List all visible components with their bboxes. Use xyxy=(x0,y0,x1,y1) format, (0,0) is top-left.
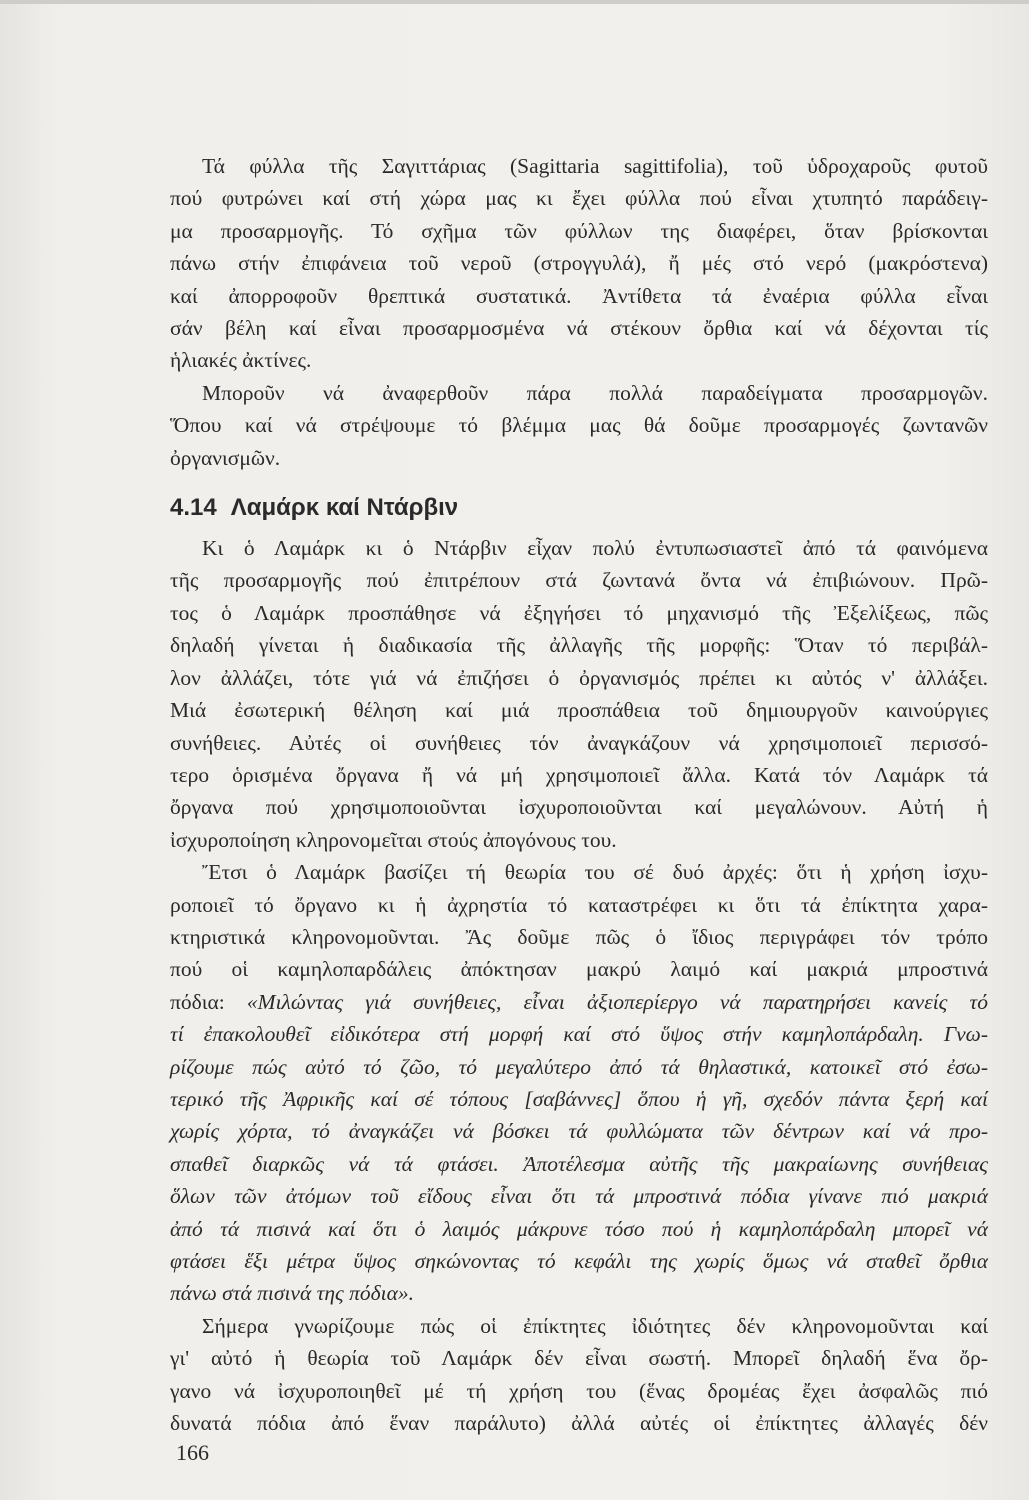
text-line: ροποιεῖ τό ὄργανο κι ἡ ἀχρηστία τό καταστρέφει κι ὅτι τά ἐπίκτητα χαρα- xyxy=(170,892,988,917)
text-line: δυνατά πόδια ἀπό ἕναν παράλυτο) ἀλλά αὐτές οἱ ἐπίκτητες ἀλλαγές δέν xyxy=(170,1411,988,1436)
quote-line: χωρίς χόρτα, τό ἀναγκάζει νά βόσκει τά φυλλώματα τῶν δέντρων καί νά προ- xyxy=(170,1119,988,1144)
text-line: δηλαδή γίνεται ἡ διαδικασία τῆς ἀλλαγῆς τῆς μορφῆς: Ὅταν τό περιβάλ- xyxy=(170,633,988,658)
quote-fragment: «Μιλώντας γιά συνήθειες, εἶναι ἀξιοπερίεργο νά παρατηρήσει κανείς τό xyxy=(246,989,988,1014)
text-line: σάν βέλη καί εἶναι προσαρμοσμένα νά στέκουν ὄρθια καί νά δέχονται τίς xyxy=(170,316,988,341)
text-line: ὀργανισμῶν. xyxy=(170,445,281,470)
section-title: Λαμάρκ καί Ντάρβιν xyxy=(230,494,459,522)
text-line: πού οἱ καμηλοπαρδάλεις ἀπόκτησαν μακρύ λαιμό καί μακριά μπροστινά xyxy=(170,957,988,982)
text-line: τερο ὁρισμένα ὄργανα ἤ νά μή χρησιμοποιεῖ ἄλλα. Κατά τόν Λαμάρκ τά xyxy=(170,762,988,787)
paragraph-lamarck-darwin xyxy=(170,532,988,856)
text-line: τος ὁ Λαμάρκ προσπάθησε νά ἐξηγήσει τό μηχανισμό τῆς Ἐξελίξεως, πῶς xyxy=(170,600,988,625)
text-line: ἡλιακές ἀκτίνες. xyxy=(170,348,312,373)
paragraph-examples xyxy=(170,377,988,474)
section-number: 4.14 xyxy=(170,494,217,522)
page-number: 166 xyxy=(176,1440,209,1465)
text-line: Μιά ἐσωτερική θέληση καί μιά προσπάθεια τοῦ δημιουργοῦν καινούργιες xyxy=(170,698,988,723)
quote-line: φτάσει ἕξι μέτρα ὕψος σηκώνοντας τό κεφάλι της χωρίς ὅμως νά σταθεῖ ὄρθια xyxy=(170,1249,988,1273)
text-line: Ἔτσι ὁ Λαμάρκ βασίζει τή θεωρία του σέ δυό ἀρχές: ὅτι ἡ χρήση ἰσχυ- xyxy=(202,860,988,885)
quote-line: ὅλων τῶν ἀτόμων τοῦ εἴδους εἶναι ὅτι τά μπροστινά πόδια γίνανε πιό μακριά xyxy=(170,1184,988,1209)
body-text xyxy=(170,150,988,1439)
text-line: μα προσαρμογῆς. Τό σχῆμα τῶν φύλλων της διαφέρει, ὅταν βρίσκονται xyxy=(170,218,988,243)
text-line: γανο νά ἰσχυροποιηθεῖ μέ τή χρήση του (ἕνας δρομέας ἔχει ἀσφαλῶς πιό xyxy=(170,1378,988,1403)
text-line: κτηριστικά κληρονομοῦνται. Ἄς δοῦμε πῶς ὁ ἴδιος περιγράφει τόν τρόπο xyxy=(170,924,988,949)
quote-line: πάνω στά πισινά της πόδια». xyxy=(170,1281,414,1306)
quote-line: τί ἐπακολουθεῖ εἰδικότερα στή μορφή καί στό ὕψος στήν καμηλοπάρδαλη. Γνω- xyxy=(170,1022,988,1047)
text-line: Μποροῦν νά ἀναφερθοῦν πάρα πολλά παραδείγματα προσαρμογῶν. xyxy=(202,380,988,405)
paragraph-modern-view xyxy=(170,1310,988,1440)
text-line: λον ἀλλάζει, τότε γιά νά ἐπιζήσει ὁ ὀργανισμός πρέπει κι αὐτός ν' ἀλλάξει. xyxy=(170,665,988,690)
paragraph-sagittaria xyxy=(170,150,988,377)
text-line: τῆς προσαρμογῆς πού ἐπιτρέπουν στά ζωντανά ὄντα νά ἐπιβιώνουν. Πρῶ- xyxy=(170,568,988,593)
paragraph-lamarck-theory xyxy=(170,856,988,1310)
text-line: πού φυτρώνει καί στή χώρα μας κι ἔχει φύλλα πού εἶναι χτυπητό παράδειγ- xyxy=(170,186,988,211)
text-line: Σήμερα γνωρίζουμε πώς οἱ ἐπίκτητες ἰδιότητες δέν κληρονομοῦνται καί xyxy=(202,1313,988,1338)
text-line: ὄργανα πού χρησιμοποιοῦνται ἰσχυροποιοῦνται καί μεγαλώνουν. Αὐτή ἡ xyxy=(170,795,988,820)
text-line: Ὅπου καί νά στρέψουμε τό βλέμμα μας θά δοῦμε προσαρμογές ζωντανῶν xyxy=(170,413,988,438)
text-fragment: πόδια: xyxy=(170,989,247,1014)
text-line xyxy=(170,986,988,1018)
quote-line: τερικό τῆς Ἀφρικῆς καί σέ τόπους [σαβάννες] ὅπου ἡ γῆ, σχεδόν πάντα ξερή καί xyxy=(170,1086,988,1111)
text-line: Τά φύλλα τῆς Σαγιττάριας (Sagittaria sagittifolia), τοῦ ὑδροχαροῦς φυτοῦ xyxy=(202,154,988,178)
quote-line: ρίζουμε πώς αὐτό τό ζῶο, τό μεγαλύτερο ἀπό τά θηλαστικά, κατοικεῖ στό ἐσω- xyxy=(170,1054,988,1079)
text-line: γι' αὐτό ἡ θεωρία τοῦ Λαμάρκ δέν εἶναι σωστή. Μπορεῖ δηλαδή ἕνα ὄρ- xyxy=(170,1346,988,1371)
text-line: ἰσχυροποίηση κληρονομεῖται στούς ἀπογόνους του. xyxy=(170,827,617,852)
quote-line: ἀπό τά πισινά καί ὅτι ὁ λαιμός μάκρυνε τόσο πού ἡ καμηλοπάρδαλη μπορεῖ νά xyxy=(170,1216,988,1241)
text-line: πάνω στήν ἐπιφάνεια τοῦ νεροῦ (στρογγυλά), ἤ μές στό νερό (μακρόστενα) xyxy=(170,251,988,276)
text-line: συνήθειες. Αὐτές οἱ συνήθειες τόν ἀναγκάζουν νά χρησιμοποιεῖ περισσό- xyxy=(170,730,988,755)
quote-line: σπαθεῖ διαρκῶς νά τά φτάσει. Ἀποτέλεσμα αὐτῆς τῆς μακραίωνης συνήθειας xyxy=(170,1151,988,1176)
page-top-edge xyxy=(0,0,1029,4)
section-heading xyxy=(170,492,988,524)
text-line: Κι ὁ Λαμάρκ κι ὁ Ντάρβιν εἶχαν πολύ ἐντυπωσιαστεῖ ἀπό τά φαινόμενα xyxy=(202,536,988,561)
text-line: καί ἀπορροφοῦν θρεπτικά συστατικά. Ἀντίθετα τά ἐναέρια φύλλα εἶναι xyxy=(170,283,988,308)
